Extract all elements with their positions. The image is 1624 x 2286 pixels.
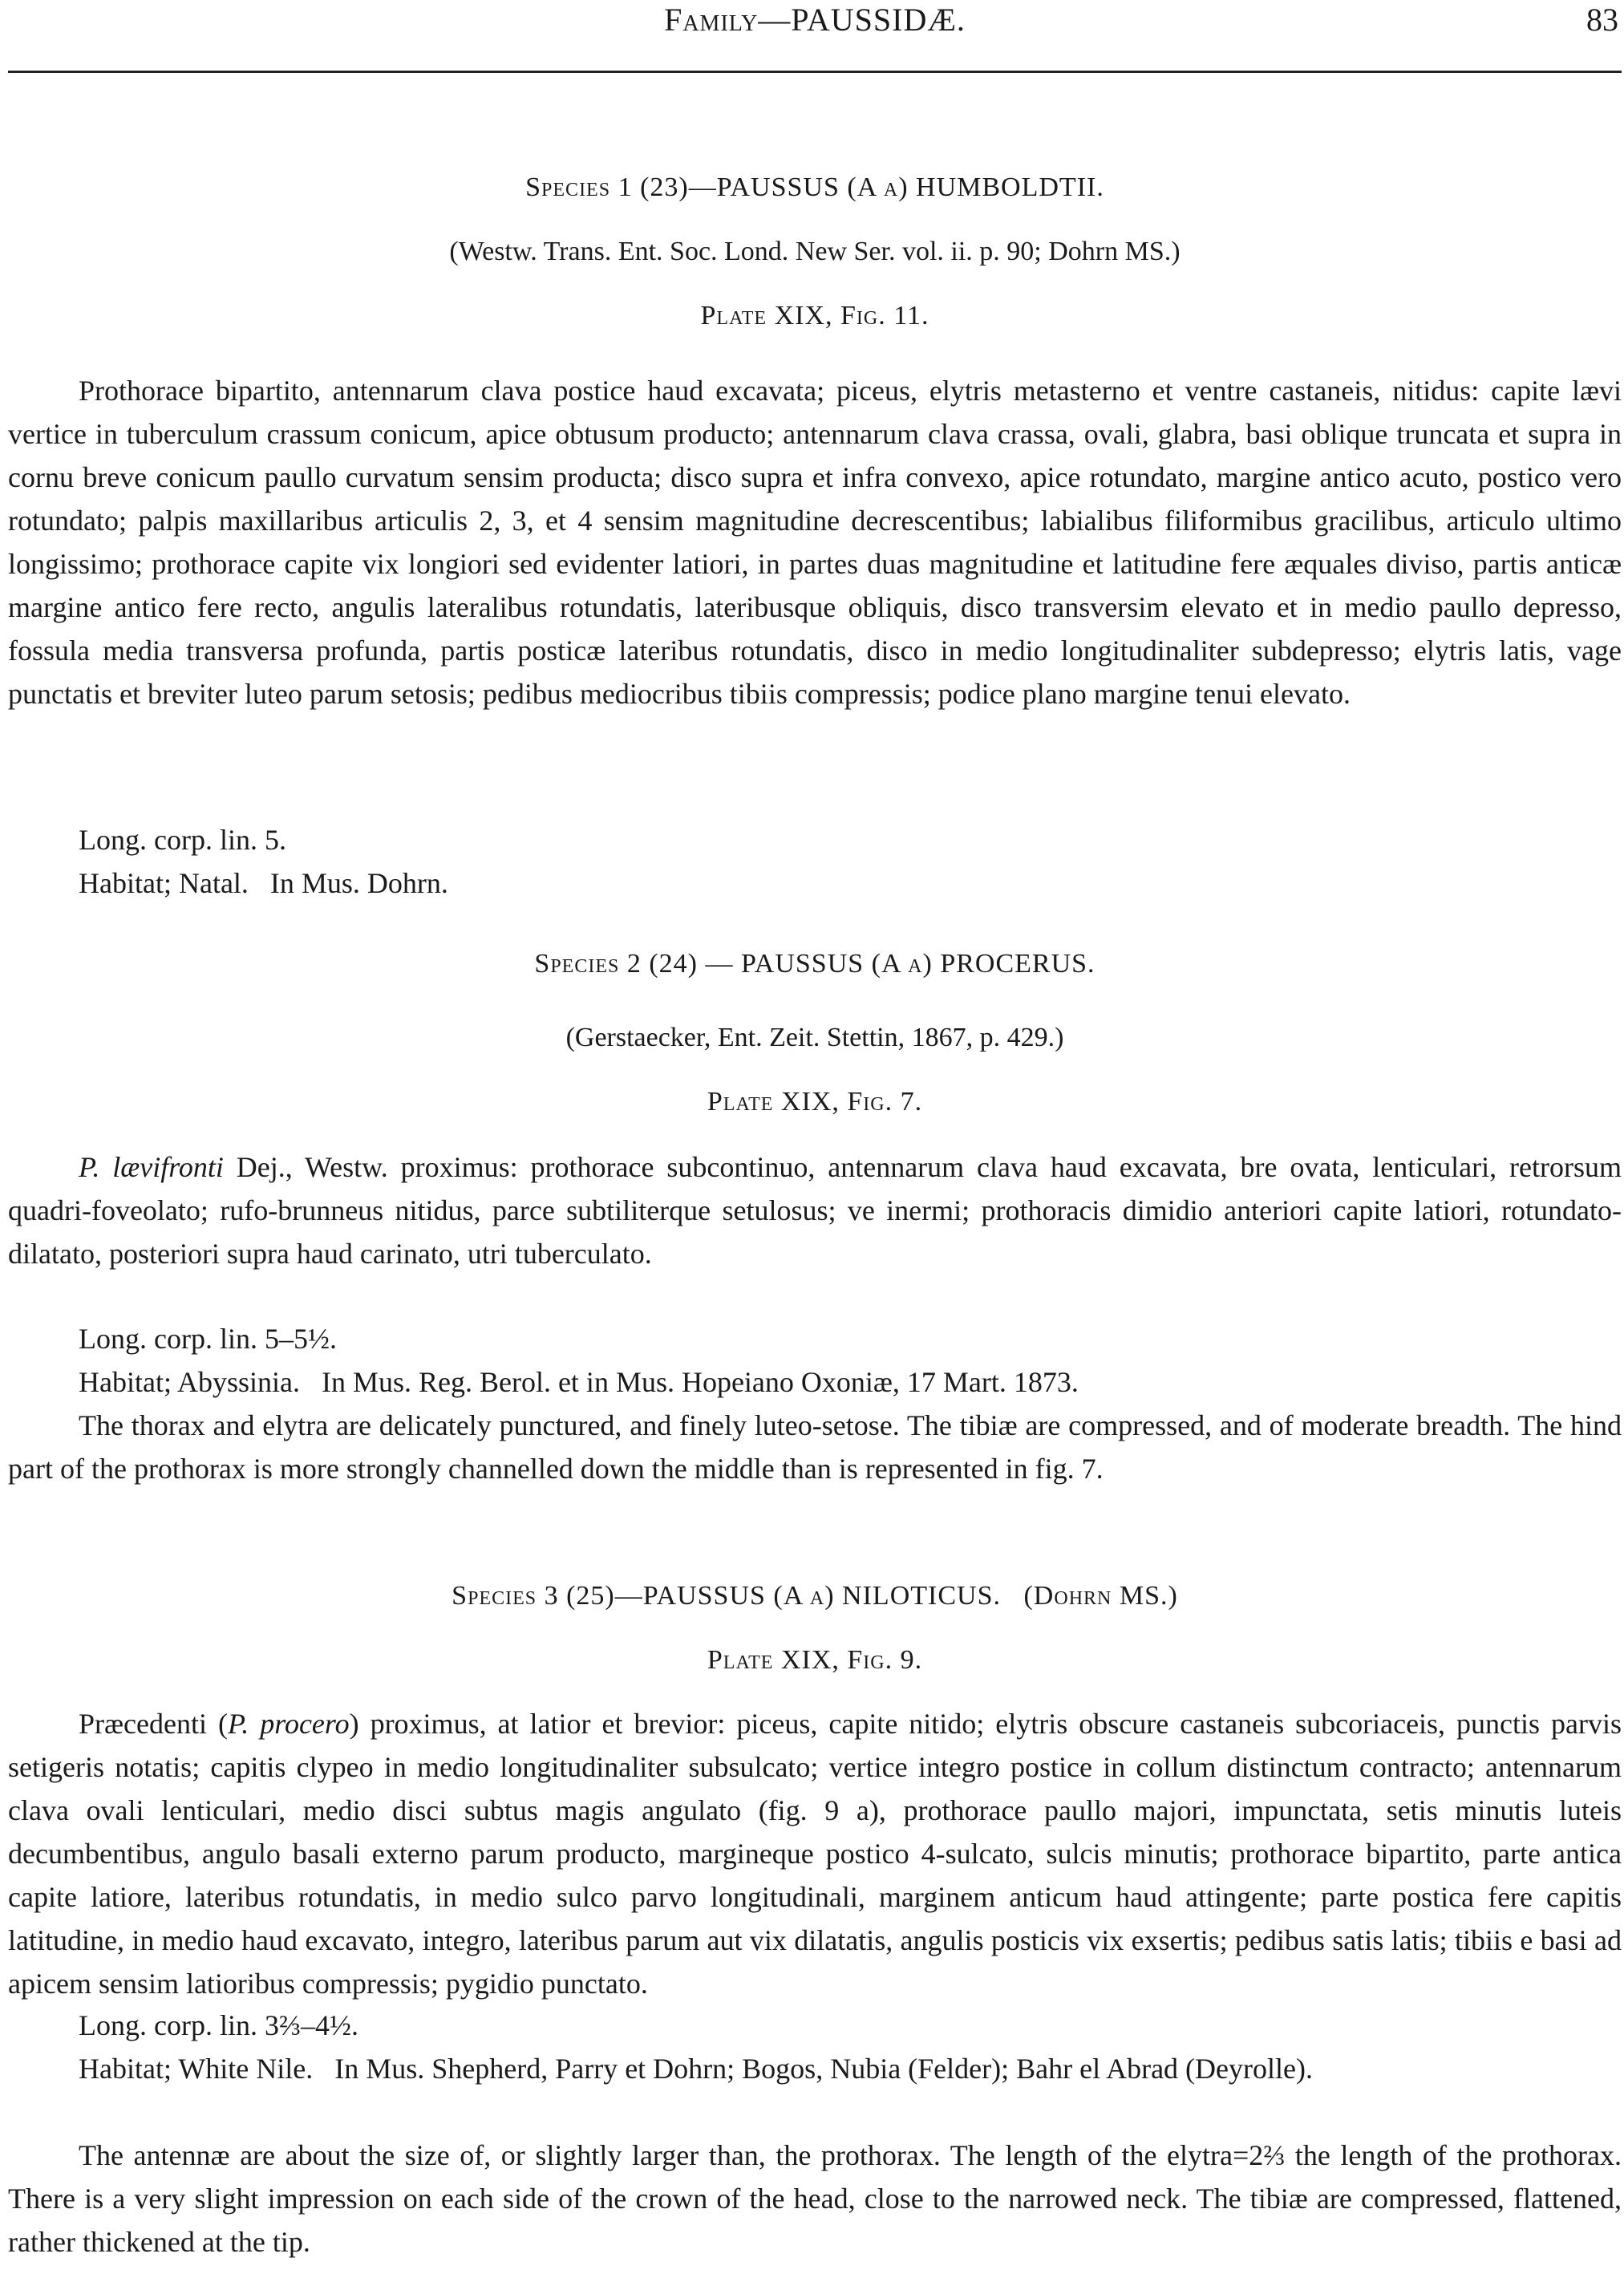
- species-2-plate: Plate XIX, Fig. 7.: [707, 1087, 923, 1117]
- running-head: [8, 0, 1622, 48]
- species-3-notes: The antennæ are about the size of, or slightly larger than, the prothorax. The length of the elytra=2⅔ the length of the prothorax. There is a very slight impression on each side of the crown of the head, close to the narrowed neck. The tibiæ are compressed, flattened, rather thickened at the tip.: [8, 2139, 1622, 2258]
- species-1-description: Prothorace bipartito, antennarum clava postice haud excavata; piceus, elytris metasterno et ventre castaneis, nitidus: capite lævi vertice in tuberculum crassum conicum, apice obtusum producto; antennarum clava crassa, ovali, glabra, basi oblique truncata et supra in cornu breve conicum paullo curvatum sensim producta; disco supra et infra convexo, apice rotundato, margine antico acuto, postico vero rotundato; palpis maxillaribus articulis 2, 3, et 4 sensim magnitudine decrescentibus; labialibus filiformibus gracilibus, articulo ultimo longissimo; prothorace capite vix longiori sed evidenter latiori, in partes duas magnitudine et latitudine fere æquales diviso, partis anticæ margine antico fere recto, angulis lateralibus rotundatis, lateribusque obliquis, disco transversim elevato et in medio paullo depresso, fossula media transversa profunda, partis posticæ lateribus rotundatis, disco in medio longitudinaliter subdepresso; elytris latis, vage punctatis et breviter luteo parum setosis; pedibus mediocribus tibiis compressis; podice plano margine tenui elevato.: [8, 375, 1622, 710]
- species-1-habitat: Habitat; Natal. In Mus. Dohrn.: [79, 867, 448, 899]
- species-2-description-taxon: P. lævifronti: [79, 1151, 224, 1183]
- running-title: Family—PAUSSIDÆ.: [664, 2, 966, 38]
- species-1-plate: Plate XIX, Fig. 11.: [700, 301, 929, 330]
- species-3-habitat: Habitat; White Nile. In Mus. Shepherd, Parry et Dohrn; Bogos, Nubia (Felder); Bahr el Abrad (Deyrolle).: [79, 2053, 1313, 2085]
- species-1-heading: Species 1 (23)—PAUSSUS (A a) HUMBOLDTII.: [525, 172, 1104, 202]
- species-3-heading: Species 3 (25)—PAUSSUS (A a) NILOTICUS. (Dohrn MS.): [452, 1581, 1178, 1611]
- species-2-length: Long. corp. lin. 5–5½.: [79, 1323, 337, 1355]
- species-3-plate: Plate XIX, Fig. 9.: [707, 1645, 923, 1675]
- species-3-description-lead: Præcedenti (: [79, 1708, 228, 1740]
- species-1-reference: (Westw. Trans. Ent. Soc. Lond. New Ser. vol. ii. p. 90; Dohrn MS.): [449, 237, 1181, 266]
- species-3-length: Long. corp. lin. 3⅔–4½.: [79, 2009, 358, 2041]
- species-1-length: Long. corp. lin. 5.: [79, 824, 286, 856]
- species-2-reference: (Gerstaecker, Ent. Zeit. Stettin, 1867, p. 429.): [565, 1023, 1064, 1052]
- page-number: 83: [1586, 2, 1618, 38]
- species-3-description: [8, 1702, 1622, 2005]
- species-2-description: [8, 1145, 1622, 1275]
- page: [8, 0, 1622, 2286]
- header-rule: [8, 71, 1622, 73]
- species-3-description-text: ) proximus, at latior et brevior: piceus, capite nitido; elytris obscure castaneis subcoriaceis, punctis parvis setigeris notatis; capitis clypeo in medio longitudinaliter subsulcato; vertice integro postice in collum distinctum contracto; antennarum clava ovali lenticulari, medio disci subtus magis angulato (fig. 9 a), prothorace paullo majori, impunctata, setis minutis luteis decumbentibus, angulo basali externo parum producto, margineque postico 4-sulcato, sulcis minutis; prothorace bipartito, parte antica capite latiore, lateribus rotundatis, in medio sulco parvo longitudinali, marginem anticum haud attingente; parte postica fere capitis latitudine, in medio haud excavato, integro, lateribus parum aut vix dilatatis, angulis posticis vix exsertis; pedibus satis latis; tibiis e basi ad apicem sensim latioribus compressis; pygidio punctato.: [8, 1708, 1622, 2000]
- species-2-description-text: Dej., Westw. proximus: prothorace subcontinuo, antennarum clava haud excavata, bre ovata, lenticulari, retrorsum quadri-foveolato; rufo-brunneus nitidus, parce subtiliterque setulosus; ve inermi; prothoracis dimidio anteriori capite latiori, rotundato-dilatato, posteriori supra haud carinato, utri tuberculato.: [8, 1151, 1622, 1270]
- species-2-notes: The thorax and elytra are delicately punctured, and finely luteo-setose. The tibiæ are compressed, and of moderate breadth. The hind part of the prothorax is more strongly channelled down the middle than is represented in fig. 7.: [8, 1409, 1622, 1485]
- species-2-heading: Species 2 (24) — PAUSSUS (A a) PROCERUS.: [534, 949, 1095, 979]
- species-3-description-taxon: P. procero: [227, 1708, 350, 1740]
- species-2-habitat: Habitat; Abyssinia. In Mus. Reg. Berol. et in Mus. Hopeiano Oxoniæ, 17 Mart. 1873.: [79, 1366, 1079, 1398]
